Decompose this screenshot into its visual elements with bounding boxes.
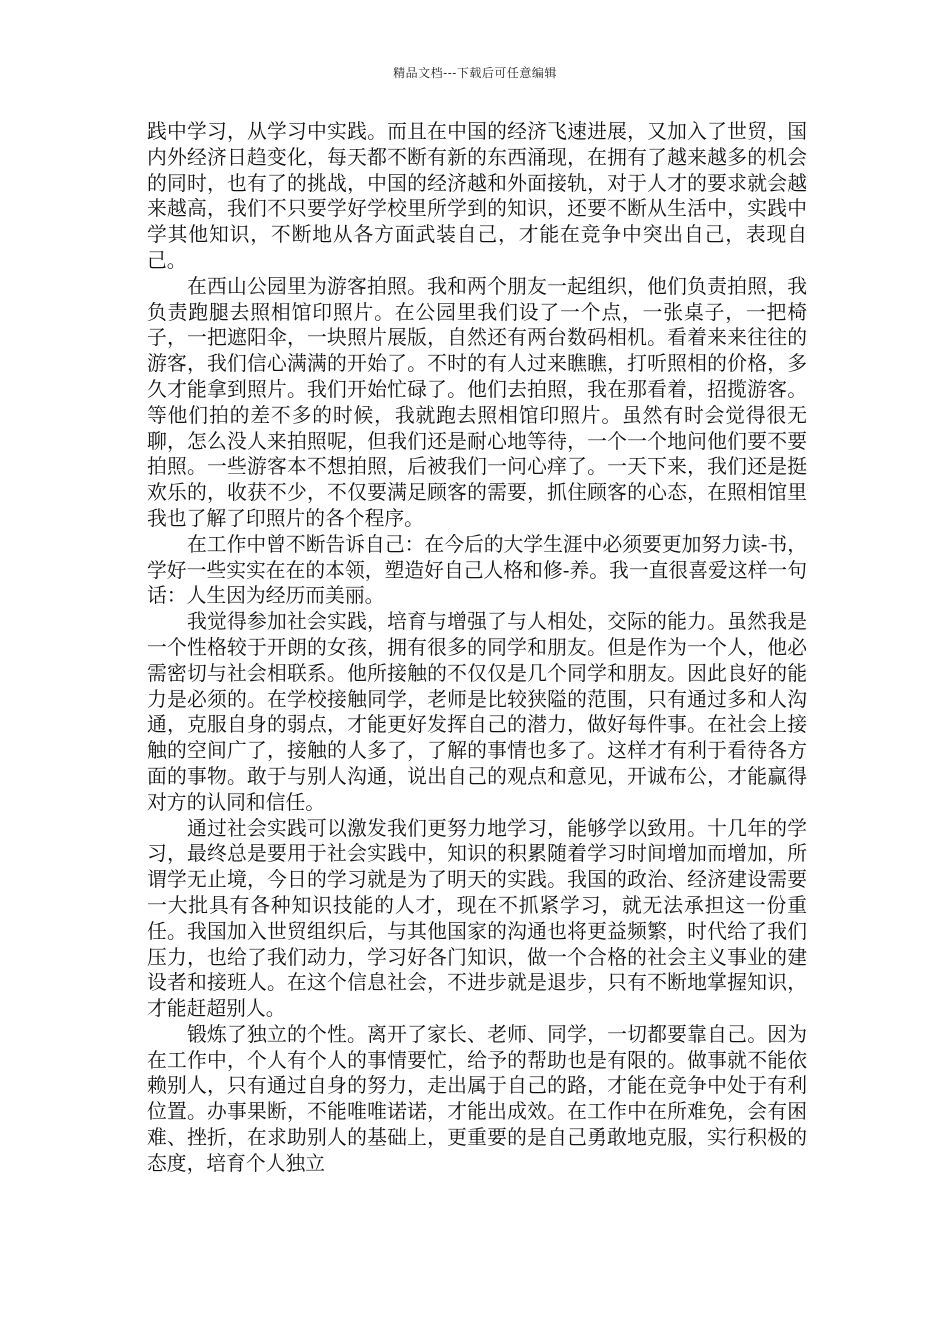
document-body [147, 119, 807, 1177]
paragraph-6: 锻炼了独立的个性。离开了家长、老师、同学，一切都要靠自己。因为在工作中，个人有个人的事情要忙，给予的帮助也是有限的。做事就不能依赖别人，只有通过自身的努力，走出属于自己的路，才能在竞争中处于有利位置。办事果断，不能唯唯诺诺，才能出成效。在工作中在所难免，会有困难、挫折，在求助别人的基础上，更重要的是自己勇敢地克服，实行积极的态度，培育个人独立 [147, 1022, 807, 1175]
paragraph-4: 我觉得参加社会实践，培育与增强了与人相处，交际的能力。虽然我是一个性格较于开朗的女孩，拥有很多的同学和朋友。但是作为一个人，他必需密切与社会相联系。他所接触的不仅仅是几个同学和朋友。因此良好的能力是必须的。在学校接触同学，老师是比较狭隘的范围，只有通过多和人沟通，克服自身的弱点，才能更好发挥自己的潜力，做好每件事。在社会上接触的空间广了，接触的人多了，了解的事情也多了。这样才有利于看待各方面的事物。敢于与别人沟通，说出自己的观点和意见，开诚布公，才能赢得对方的认同和信任。 [147, 610, 807, 814]
paragraph-1: 践中学习，从学习中实践。而且在中国的经济飞速进展，又加入了世贸，国内外经济日趋变化，每天都不断有新的东西涌现，在拥有了越来越多的机会的同时，也有了的挑战，中国的经济越和外面接轨，对于人才的要求就会越来越高，我们不只要学好学校里所学到的知识，还要不断从生活中，实践中学其他知识，不断地从各方面武装自己，才能在竞争中突出自己，表现自己。 [147, 120, 807, 272]
page-header: 精品文档---下载后可任意编辑 [393, 66, 557, 80]
paragraph-2: 在西山公园里为游客拍照。我和两个朋友一起组织，他们负责拍照，我负责跑腿去照相馆印照片。在公园里我们设了一个点，一张桌子，一把椅子，一把遮阳伞，一块照片展版，自然还有两台数码相机。看着来来往往的游客，我们信心满满的开始了。不时的有人过来瞧瞧，打听照相的价格，多久才能拿到照片。我们开始忙碌了。他们去拍照，我在那看着，招揽游客。等他们拍的差不多的时候，我就跑去照相馆印照片。虽然有时会觉得很无聊，怎么没人来拍照呢，但我们还是耐心地等待，一个一个地问他们要不要拍照。一些游客本不想拍照，后被我们一问心痒了。一天下来，我们还是挺欢乐的，收获不少，不仅要满足顾客的需要，抓住顾客的心态，在照相馆里我也了解了印照片的各个程序。 [147, 274, 807, 530]
paragraph-5: 通过社会实践可以激发我们更努力地学习，能够学以致用。十几年的学习，最终总是要用于社会实践中，知识的积累随着学习时间增加而增加，所谓学无止境，今日的学习就是为了明天的实践。我国的政治、经济建设需要一大批具有各种知识技能的人才，现在不抓紧学习，就无法承担这一份重任。我国加入世贸组织后，与其他国家的沟通也将更益频繁，时代给了我们压力，也给了我们动力，学习好各门知识，做一个合格的社会主义事业的建设者和接班人。在这个信息社会，不进步就是退步，只有不断地掌握知识，才能赶超别人。 [147, 816, 807, 1021]
paragraph-3: 在工作中曾不断告诉自己：在今后的大学生涯中必须要更加努力读-书，学好一些实实在在的本领，塑造好自己人格和修-养。我一直很喜爱这样一句话：人生因为经历而美丽。 [147, 532, 807, 608]
